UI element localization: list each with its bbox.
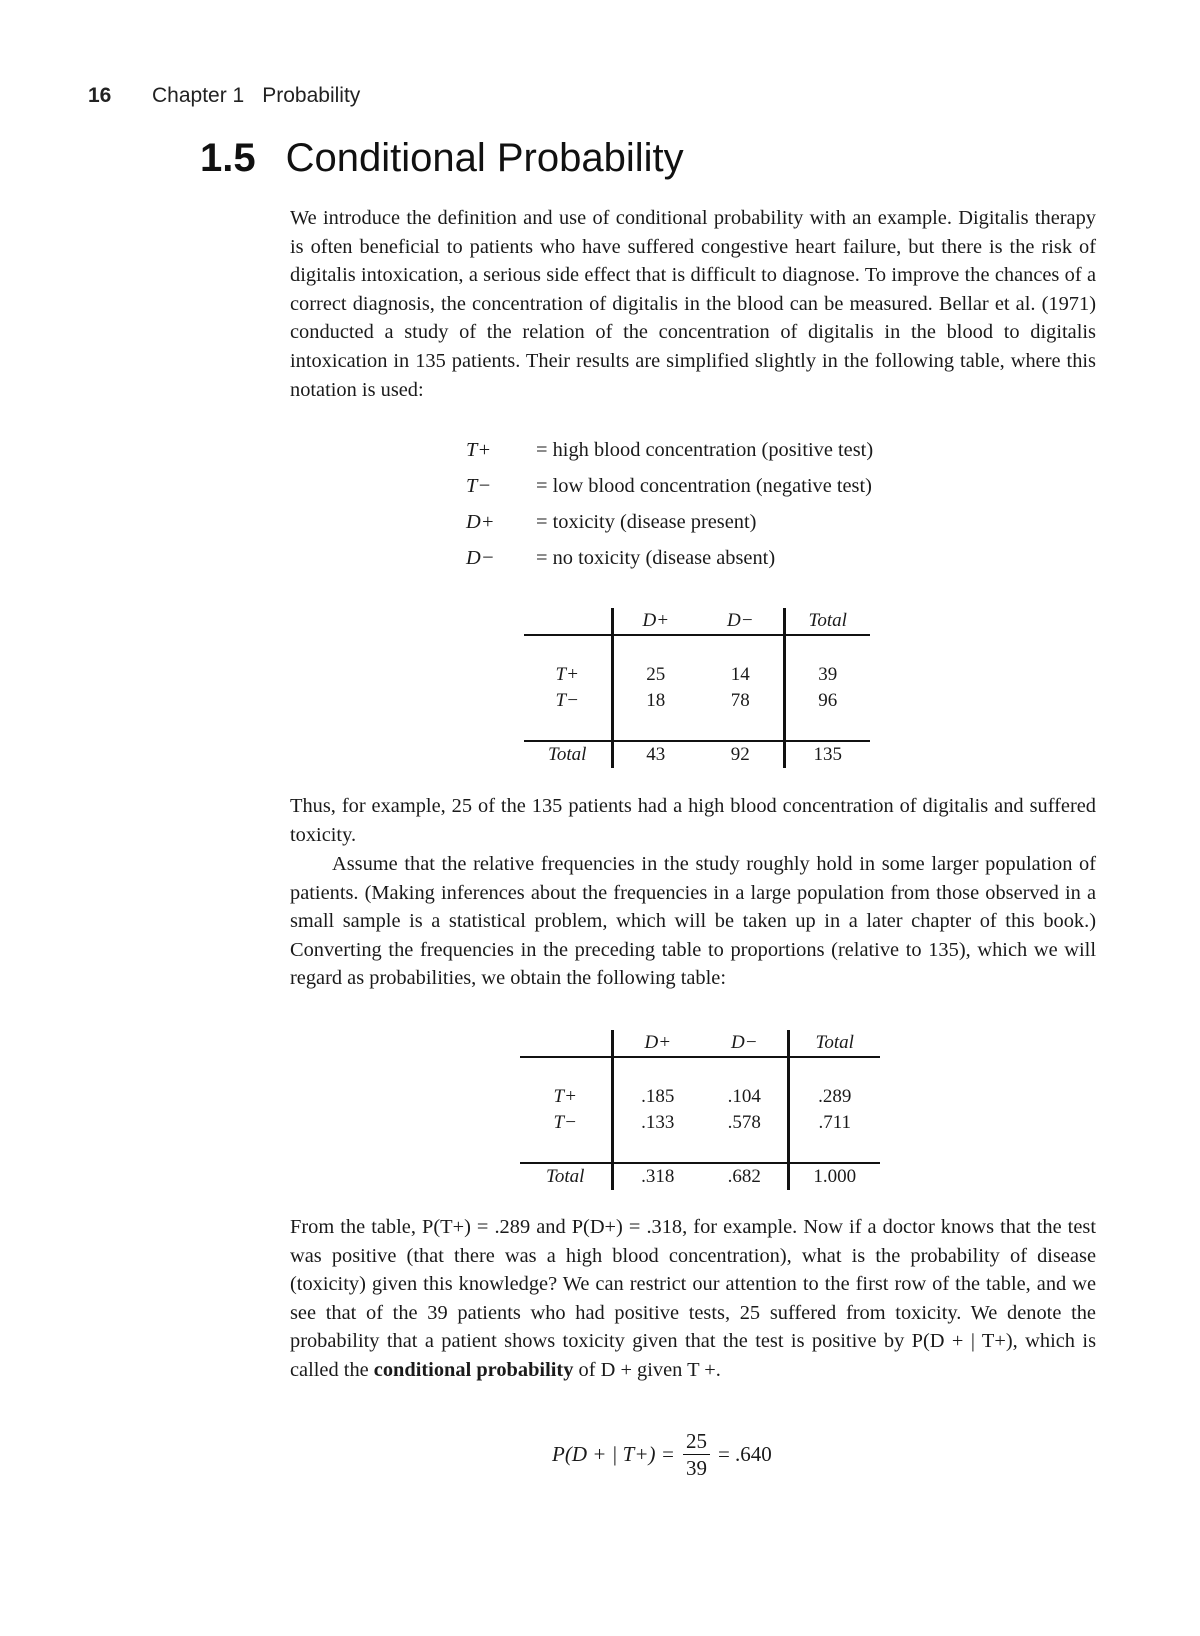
table-cell: 25 — [646, 664, 666, 685]
col-header-d-minus: D− — [698, 608, 784, 635]
notation-meaning: = toxicity (disease present) — [536, 511, 757, 533]
col-header-d-plus: D+ — [612, 1030, 702, 1057]
table-row — [524, 662, 870, 688]
col-header-total: Total — [784, 608, 870, 635]
formula-fraction — [683, 1428, 710, 1481]
row-label: T+ — [524, 662, 612, 688]
notation-symbol: T− — [466, 475, 492, 497]
paragraph-text: of D + given T +. — [578, 1358, 721, 1381]
paragraph-after-table1: Thus, for example, 25 of the 135 patients had a high blood concentration of digitalis and suffered toxicity. — [290, 795, 1096, 846]
table-cell: .682 — [702, 1163, 788, 1190]
notation-row — [466, 468, 873, 504]
formula-lhs: P(D + | T+) = — [552, 1442, 675, 1466]
table-cell: .289 — [818, 1086, 852, 1107]
formula-rhs: = .640 — [717, 1442, 772, 1466]
col-header-d-plus: D+ — [612, 608, 698, 635]
table-cell: .185 — [641, 1086, 675, 1107]
table-cell: 1.000 — [813, 1166, 857, 1187]
table-cell: 96 — [818, 690, 838, 711]
chapter-label: Chapter 1 — [152, 84, 245, 107]
probability-table — [520, 1030, 880, 1190]
table-cell: .104 — [702, 1084, 788, 1110]
table-cell: .133 — [641, 1112, 675, 1133]
table-cell: .578 — [702, 1110, 788, 1136]
table-cell: 39 — [818, 664, 838, 685]
formula-numerator: 25 — [683, 1428, 710, 1455]
table-cell: 78 — [698, 688, 784, 714]
notation-list — [466, 432, 873, 576]
table-row — [520, 1110, 880, 1136]
section-title — [200, 136, 684, 181]
formula-denominator: 39 — [685, 1456, 707, 1480]
table-cell: .318 — [641, 1166, 675, 1187]
table-cell: 135 — [813, 744, 842, 765]
table-cell: 18 — [646, 690, 666, 711]
table-corner — [524, 608, 612, 635]
intro-paragraph: We introduce the definition and use of conditional probability with an example. Digitalis therapy is often beneficial to patients who have suffered congestive heart failure, but there is the risk of digitalis intoxication, a serious side effect that is difficult to diagnose. To improve the chances of a correct diagnosis, the concentration of digitalis in the blood can be measured. Bellar et al. (1971) conducted a study of the relation of the concentration of digitalis in the blood to digitalis intoxication in 135 patients. Their results are simplified slightly in the following table, where this notation is used: — [290, 207, 1096, 401]
conditional-probability-formula — [552, 1428, 772, 1481]
notation-row — [466, 504, 873, 540]
table-cell: 92 — [698, 741, 784, 768]
table-row — [520, 1084, 880, 1110]
counts-table — [524, 608, 870, 768]
col-header-d-minus: D− — [702, 1030, 788, 1057]
running-head — [88, 84, 360, 108]
row-label: T− — [520, 1110, 612, 1136]
row-label-total: Total — [520, 1163, 612, 1190]
defined-term: conditional probability — [373, 1358, 574, 1381]
paragraph-text: From the table, P(T+) = .289 and P(D+) = .318, for example. Now if a doctor knows that the test was positive (that there was a high blood concentration), what is the probability of disease (toxicity) given this knowledge? We can restrict our attention to the first row of the table, and we see that of the 39 patients who had positive tests, 25 suffered from toxicity. We denote the probability that a patient shows toxicity given that the test is positive by P(D + | T+), which is called the — [290, 1216, 1096, 1381]
table-header-row — [520, 1030, 880, 1057]
table-cell: 43 — [646, 744, 666, 765]
row-label: T− — [524, 688, 612, 714]
table-corner — [520, 1030, 612, 1057]
table-row — [524, 688, 870, 714]
table-cell: .711 — [818, 1112, 852, 1133]
col-header-total: Total — [788, 1030, 880, 1057]
notation-symbol: D− — [466, 547, 495, 569]
notation-symbol: D+ — [466, 511, 495, 533]
paragraph-from-table — [290, 1213, 1096, 1385]
notation-meaning: = low blood concentration (negative test) — [536, 475, 872, 497]
notation-meaning: = no toxicity (disease absent) — [536, 547, 776, 569]
table-total-row — [520, 1163, 880, 1190]
chapter-title: Probability — [262, 84, 361, 107]
page-number: 16 — [88, 84, 112, 107]
notation-row — [466, 432, 873, 468]
table-header-row — [524, 608, 870, 635]
notation-row — [466, 540, 873, 576]
table-cell: 14 — [698, 662, 784, 688]
table-total-row — [524, 741, 870, 768]
notation-symbol: T+ — [466, 439, 492, 461]
section-number: 1.5 — [200, 136, 256, 180]
row-label-total: Total — [524, 741, 612, 768]
paragraph-assume: Assume that the relative frequencies in the study roughly hold in some larger population of patients. (Making inferences about the frequencies in a large population from those observed in a small sample is a statistical problem, which will be taken up in a later chapter of this book.) Converting the frequencies in the preceding table to proportions (relative to 135), which we will regard as probabilities, we obtain the following table: — [290, 853, 1096, 990]
notation-meaning: = high blood concentration (positive test) — [536, 439, 874, 461]
section-title-text: Conditional Probability — [285, 136, 684, 180]
row-label: T+ — [520, 1084, 612, 1110]
